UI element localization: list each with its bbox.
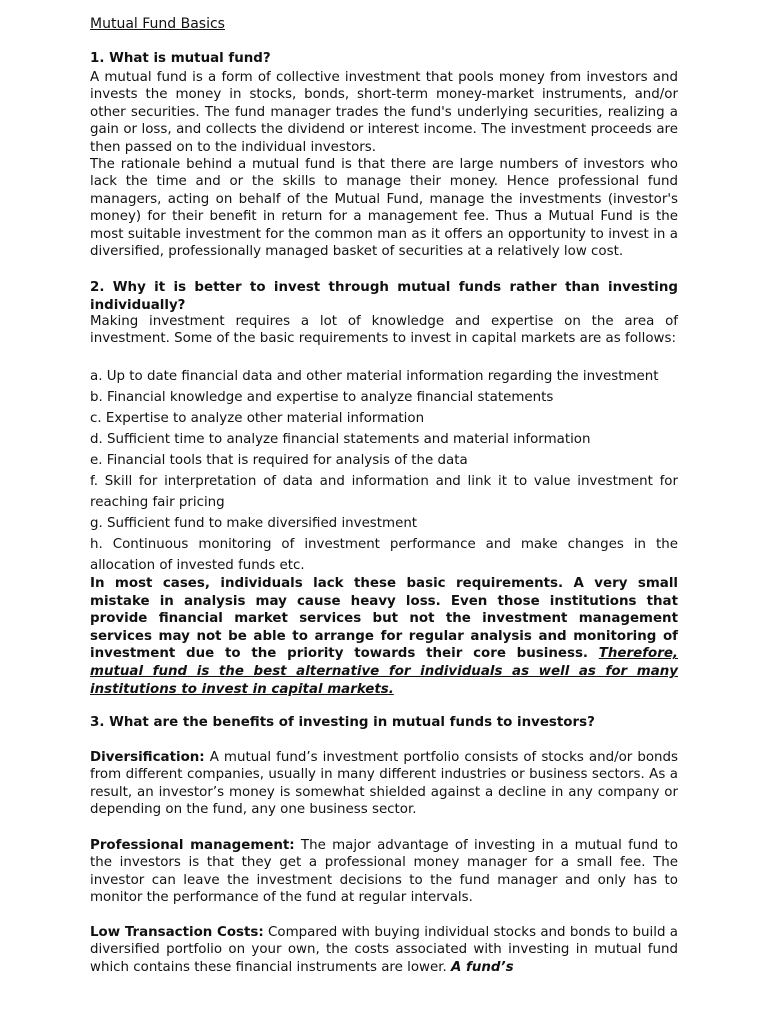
- professional-management-paragraph: [90, 837, 678, 907]
- conclusion-bold-text: In most cases, individuals lack these basic requirements. A very small mistake in analysis may cause heavy loss. Even those institutions that provide financial market services but not the investment management services may not be able to arrange for regular analysis and monitoring of investment due to the priority towards their core business.: [90, 576, 678, 662]
- list-item: a. Up to date financial data and other material information regarding the investment: [90, 369, 659, 384]
- diversification-label: Diversification:: [90, 750, 205, 765]
- conclusion-emphasis: Therefore, mutual fund is the best alternative for individuals as well as for many institutions to invest in capital markets.: [90, 646, 678, 697]
- document-title: Mutual Fund Basics: [90, 16, 225, 32]
- q2-intro: Making investment requires a lot of knowledge and expertise on the area of investment. Some of the basic requirements to invest in capital markets are as follows:: [90, 314, 678, 347]
- diversification-paragraph: [90, 749, 678, 819]
- q1-paragraph-1: A mutual fund is a form of collective investment that pools money from investors and invests the money in stocks, bonds, short-term money-market instruments, and/or other securities. The fund manager trades the fund's underlying securities, realizing a gain or loss, and collects the dividend or interest income. The investment proceeds are then passed on to the individual investors.: [90, 70, 678, 155]
- list-item: g. Sufficient fund to make diversified investment: [90, 516, 418, 531]
- diversification-text: A mutual fund’s investment portfolio consists of stocks and/or bonds from different companies, usually in many different industries or business sectors. As a result, an investor’s money is somewhat shielded against a decline in any company or depending on the fund, any one business sector.: [90, 750, 678, 818]
- list-item: d. Sufficient time to analyze financial statements and material information: [90, 432, 591, 447]
- q2-heading: 2. Why it is better to invest through mutual funds rather than investing individually?: [90, 280, 678, 313]
- professional-management-label: Professional management:: [90, 838, 295, 853]
- list-item: e. Financial tools that is required for analysis of the data: [90, 453, 468, 468]
- low-transaction-costs-label: Low Transaction Costs:: [90, 925, 264, 940]
- low-transaction-costs-paragraph: [90, 924, 678, 976]
- list-item: f. Skill for interpretation of data and information and link it to value investment for reaching fair pricing: [90, 474, 678, 510]
- list-item: h. Continuous monitoring of investment performance and make changes in the allocation of invested funds etc.: [90, 537, 678, 573]
- list-item: c. Expertise to analyze other material information: [90, 411, 425, 426]
- professional-management-text: The major advantage of investing in a mutual fund to the investors is that they get a professional money manager for a small fee. The investor can leave the investment decisions to the fund manager and only has to monitor the performance of the fund at regular intervals.: [90, 838, 679, 906]
- q3-heading: 3. What are the benefits of investing in mutual funds to investors?: [90, 715, 595, 730]
- low-transaction-costs-emphasis: A fund’s: [451, 959, 514, 975]
- q1-heading: 1. What is mutual fund?: [90, 51, 271, 66]
- requirements-list: [90, 366, 678, 576]
- q1-paragraph-2: The rationale behind a mutual fund is that there are large numbers of investors who lack the time and or the skills to manage their money. Hence professional fund managers, acting on behalf of the Mutual Fund, manage the investments (investor's money) for their benefit in return for a management fee. Thus a Mutual Fund is the most suitable investment for the common man as it offers an opportunity to invest in a diversified, professionally managed basket of securities at a relatively low cost.: [90, 157, 678, 260]
- q2-conclusion: [90, 575, 678, 698]
- low-transaction-costs-text: Compared with buying individual stocks and bonds to build a diversified portfolio on your own, the costs associated with investing in mutual fund which contains these financial instruments are lower.: [90, 925, 678, 975]
- list-item: b. Financial knowledge and expertise to analyze financial statements: [90, 390, 554, 405]
